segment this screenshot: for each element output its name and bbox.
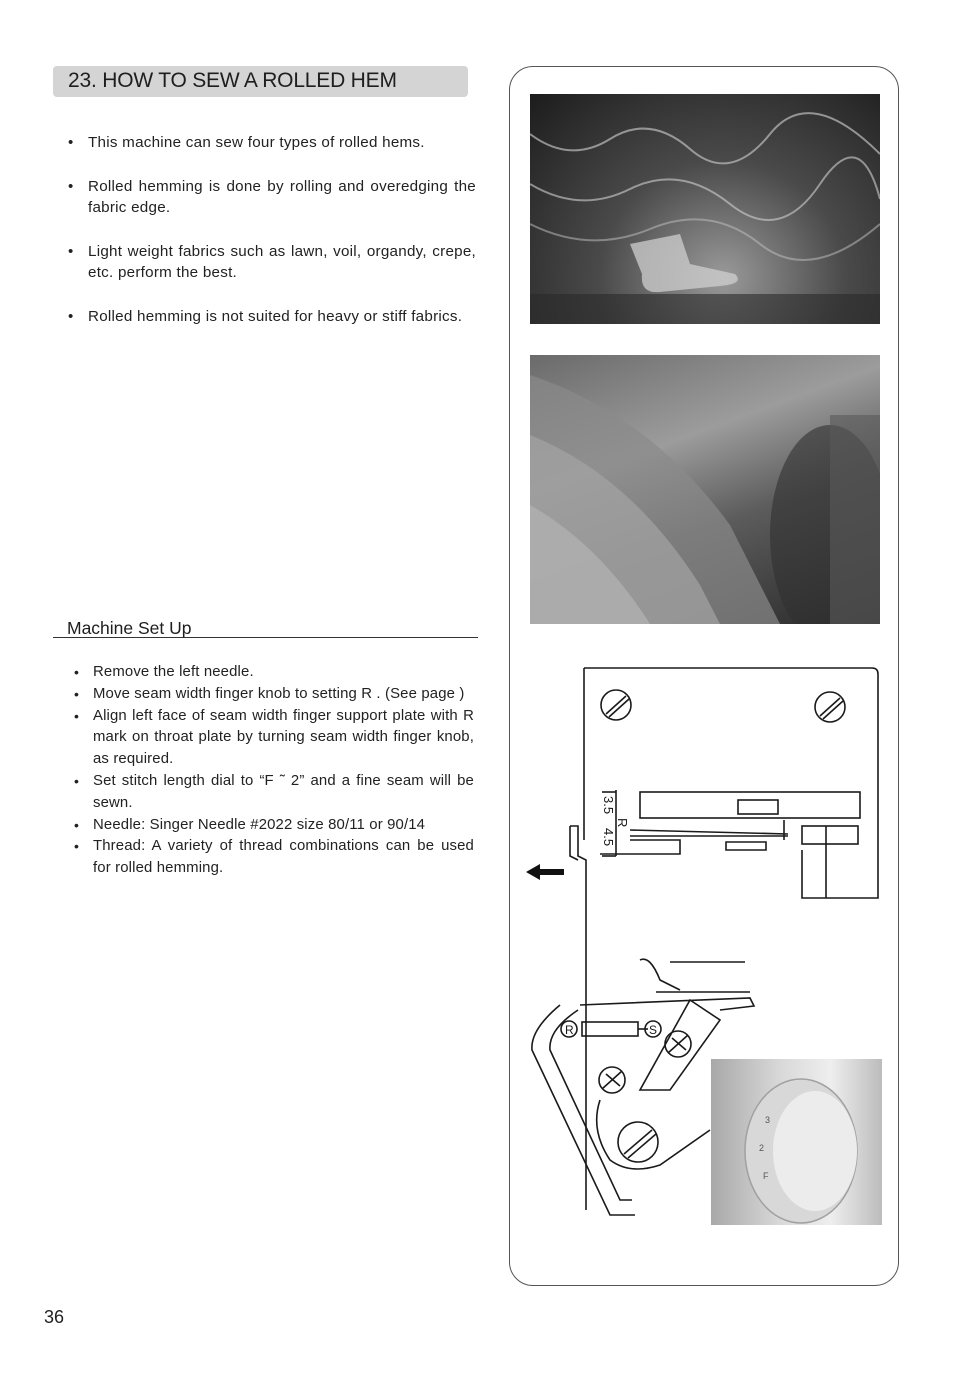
rolled-hem-dress-photo [530,94,880,324]
arrow-left-icon [526,864,564,880]
scale-label: 4.5 [601,828,616,847]
setup-bullet: • Set stitch length dial to “F ˜ 2” and a fine seam will be sewn. [72,771,474,815]
setup-list [72,662,474,880]
section-title-bar [53,66,468,97]
scale-label: 3.5 [601,796,616,815]
scale-label: R [615,818,630,828]
dial-mark: 2 [759,1143,765,1153]
dial-mark: 3 [765,1115,771,1125]
finger-s-label: S [649,1023,658,1037]
page-number: 36 [44,1307,65,1327]
setup-bullet: • Needle: Singer Needle #2022 size 80/11 or 90/14 [72,815,474,837]
intro-bullet: • Light weight fabrics such as lawn, voil, organdy, crepe, etc. perform the best. [66,241,476,284]
stitch-length-dial-photo [711,1059,882,1225]
setup-bullet: • Align left face of seam width finger support plate with R mark on throat plate by turning seam width finger knob, as required. [72,706,474,771]
setup-bullet: • Move seam width finger knob to setting R . (See page ) [72,684,474,706]
intro-bullet: • Rolled hemming is done by rolling and overedging the fabric edge. [66,176,476,219]
intro-list [66,132,476,349]
setup-bullet: • Thread: A variety of thread combinations can be used for rolled hemming. [72,836,474,880]
dial-mark: F [763,1171,769,1181]
setup-heading-text: Machine Set Up [67,618,192,638]
setup-heading [53,617,478,638]
section-title: 23. HOW TO SEW A ROLLED HEM [68,69,397,92]
intro-bullet: • This machine can sew four types of rolled hems. [66,132,476,154]
intro-bullet: • Rolled hemming is not suited for heavy or stiff fabrics. [66,306,476,328]
setup-bullet: • Remove the left needle. [72,662,474,684]
rolled-hem-napkin-photo [530,355,880,624]
finger-r-label: R [565,1023,574,1037]
